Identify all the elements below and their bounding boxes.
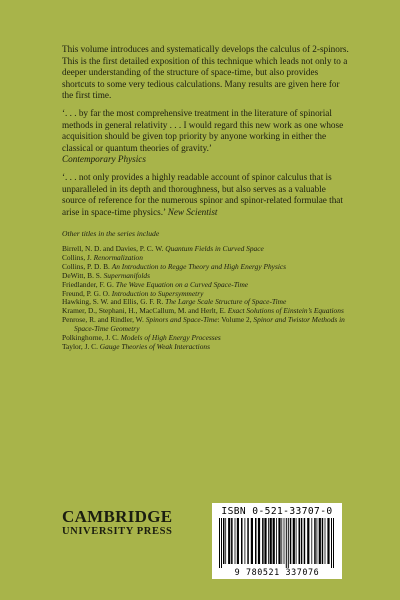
- quote-text: ‘. . . not only provides a highly readable account of spinor calculus that is unparalleled in its depth and thoroughness, but also serves as a valuable source of reference for the numerous spinor and spinor-related formulae that arise in space-time physics.’: [62, 171, 343, 217]
- entry-author: Kramer, D., Stephani, H., MacCallum, M. and Herlt, E.: [62, 306, 226, 316]
- entry-author: Taylor, J. C.: [62, 341, 98, 351]
- publisher-name: CAMBRIDGE: [62, 507, 173, 526]
- entry-title: Supermanifolds: [103, 270, 151, 280]
- isbn-label: ISBN 0-521-33707-0: [221, 506, 333, 517]
- entry-title: An Introduction to Regge Theory and High Energy Physics: [111, 261, 287, 271]
- review-quote-1: [62, 108, 350, 166]
- series-heading: Other titles in the series include: [62, 229, 160, 238]
- entry-title: Spinors and Space-Time: [145, 315, 218, 325]
- review-quote-2: [62, 172, 350, 218]
- entry-author: Penrose, R. and Rindler, W.: [62, 315, 144, 325]
- series-list: [62, 245, 362, 352]
- entry-title: Renormalization: [93, 252, 143, 262]
- entry-author: Friedlander, F. G.: [62, 279, 114, 289]
- entry-title: Introduction to Supersymmetry: [111, 288, 204, 298]
- series-entry: [62, 343, 362, 352]
- entry-author: Collins, P. D. B.: [62, 261, 110, 271]
- barcode-icon: [217, 518, 337, 568]
- entry-author: Collins, J.: [62, 252, 92, 262]
- intro-paragraph: This volume introduces and systematically develops the calculus of 2-spinors. This is the first detailed exposition of this technique which leads not only to a deeper understanding of the structure of space-time, but also provides shortcuts to some very tedious calculations. Many results are given here for the first time.: [62, 44, 349, 101]
- entry-title: The Large Scale Structure of Space-Time: [165, 297, 287, 307]
- quote-source: New Scientist: [167, 206, 218, 217]
- entry-title: Exact Solutions of Einstein’s Equations: [227, 306, 344, 316]
- entry-author: Polkinghorne, J. C.: [62, 333, 119, 343]
- quote-text: ‘. . . by far the most comprehensive treatment in the literature of spinorial methods in general relativity . . . I would regard this new work as one whose acquisition should be given top priority by anyone working in either the classical or quantum theories of gravity.’: [62, 107, 344, 153]
- entry-title: The Wave Equation on a Curved Space-Time: [115, 279, 249, 289]
- entry-title: Gauge Theories of Weak Interactions: [99, 341, 210, 351]
- series-entry: [62, 316, 362, 334]
- entry-author: Freund, P. G. O.: [62, 288, 110, 298]
- entry-volume: : Volume 2,: [217, 315, 254, 325]
- barcode-digits: 9 780521 337076: [234, 567, 320, 577]
- entry-author: Hawking, S. W. and Ellis, G. F. R.: [62, 297, 164, 307]
- entry-author: DeWitt, B. S.: [62, 270, 102, 280]
- entry-title: Models of High Energy Processes: [120, 333, 221, 343]
- publisher-logo: [62, 508, 172, 538]
- isbn-barcode-box: [212, 503, 342, 579]
- entry-title: Quantum Fields in Curved Space: [165, 244, 264, 253]
- entry-author: Birrell, N. D. and Davies, P. C. W.: [62, 244, 164, 253]
- publisher-subname: UNIVERSITY PRESS: [62, 526, 173, 537]
- entry-subtitle: Spinor and Twistor Methods in Space-Time Geometry: [74, 315, 345, 334]
- blurb: [62, 44, 350, 224]
- quote-source: Contemporary Physics: [62, 154, 146, 165]
